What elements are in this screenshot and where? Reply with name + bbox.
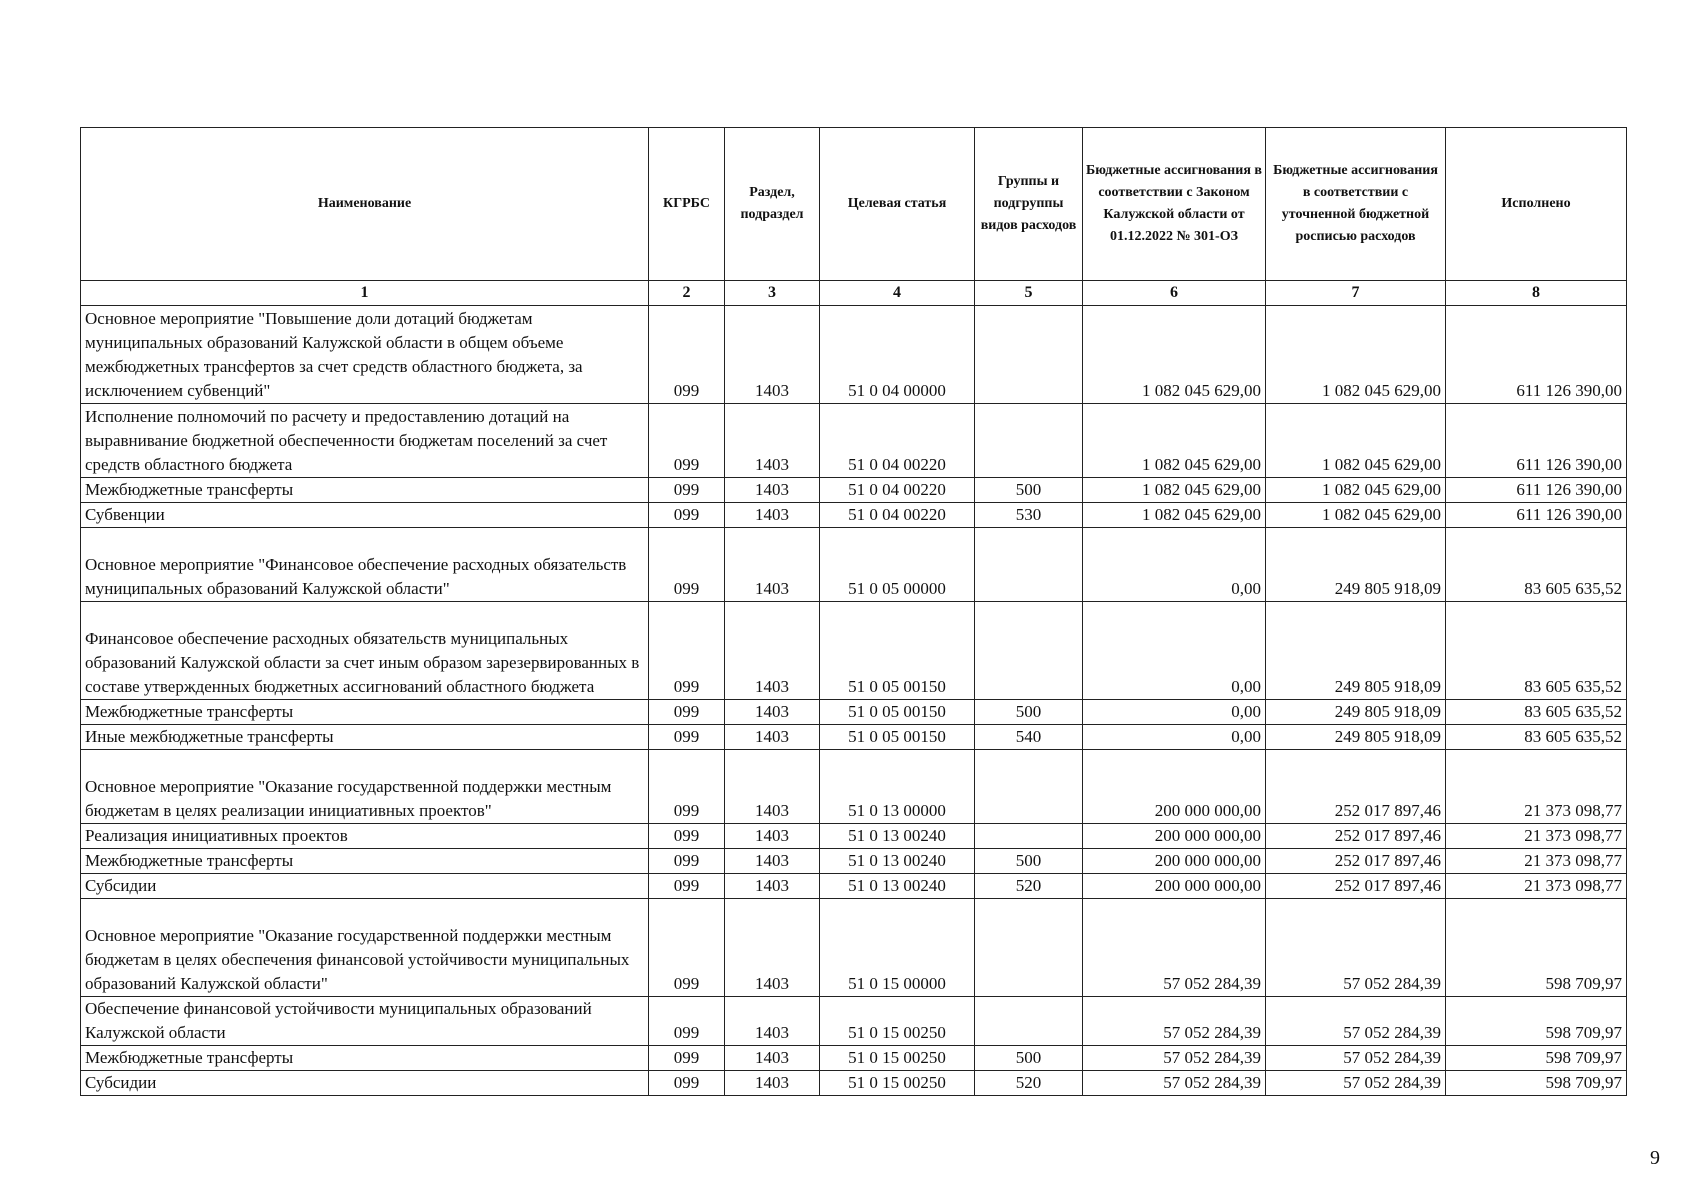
row-expense-group <box>975 528 1083 602</box>
row-expense-group: 530 <box>975 503 1083 528</box>
column-number-row <box>81 281 1627 306</box>
row-section: 1403 <box>725 750 820 824</box>
row-section: 1403 <box>725 725 820 750</box>
row-law-allocation: 57 052 284,39 <box>1083 1046 1266 1071</box>
row-plan-allocation: 57 052 284,39 <box>1266 997 1446 1046</box>
row-kgrbs: 099 <box>649 602 725 700</box>
row-expense-group: 500 <box>975 849 1083 874</box>
row-kgrbs: 099 <box>649 1071 725 1096</box>
row-name: Субсидии <box>81 874 649 899</box>
header-kgrbs: КГРБС <box>649 128 725 281</box>
row-name: Финансовое обеспечение расходных обязательств муниципальных образований Калужской области за счет иным образом зарезервированных в составе утвержденных бюджетных ассигнований областного бюджета <box>81 602 649 700</box>
row-law-allocation: 200 000 000,00 <box>1083 849 1266 874</box>
row-name: Межбюджетные трансферты <box>81 1046 649 1071</box>
row-target-article: 51 0 15 00250 <box>820 997 975 1046</box>
header-executed: Исполнено <box>1446 128 1627 281</box>
row-expense-group: 500 <box>975 700 1083 725</box>
row-section: 1403 <box>725 997 820 1046</box>
table-row <box>81 1046 1627 1071</box>
row-kgrbs: 099 <box>649 750 725 824</box>
row-target-article: 51 0 05 00150 <box>820 602 975 700</box>
row-section: 1403 <box>725 700 820 725</box>
row-executed: 83 605 635,52 <box>1446 725 1627 750</box>
row-plan-allocation: 249 805 918,09 <box>1266 725 1446 750</box>
row-executed: 21 373 098,77 <box>1446 750 1627 824</box>
table-row <box>81 899 1627 997</box>
row-name: Исполнение полномочий по расчету и предоставлению дотаций на выравнивание бюджетной обеспеченности бюджетам поселений за счет средств областного бюджета <box>81 404 649 478</box>
row-law-allocation: 0,00 <box>1083 602 1266 700</box>
row-target-article: 51 0 04 00220 <box>820 503 975 528</box>
row-executed: 83 605 635,52 <box>1446 602 1627 700</box>
row-expense-group: 520 <box>975 1071 1083 1096</box>
row-section: 1403 <box>725 602 820 700</box>
row-plan-allocation: 252 017 897,46 <box>1266 750 1446 824</box>
row-executed: 598 709,97 <box>1446 899 1627 997</box>
row-name: Межбюджетные трансферты <box>81 849 649 874</box>
row-name: Субвенции <box>81 503 649 528</box>
row-law-allocation: 1 082 045 629,00 <box>1083 503 1266 528</box>
row-executed: 611 126 390,00 <box>1446 478 1627 503</box>
row-plan-allocation: 1 082 045 629,00 <box>1266 503 1446 528</box>
row-executed: 83 605 635,52 <box>1446 700 1627 725</box>
row-law-allocation: 200 000 000,00 <box>1083 824 1266 849</box>
row-plan-allocation: 57 052 284,39 <box>1266 899 1446 997</box>
row-target-article: 51 0 13 00240 <box>820 849 975 874</box>
row-name: Основное мероприятие "Финансовое обеспечение расходных обязательств муниципальных образований Калужской области" <box>81 528 649 602</box>
row-target-article: 51 0 15 00250 <box>820 1071 975 1096</box>
row-law-allocation: 57 052 284,39 <box>1083 1071 1266 1096</box>
table-row <box>81 478 1627 503</box>
row-expense-group <box>975 306 1083 404</box>
row-target-article: 51 0 05 00150 <box>820 700 975 725</box>
table-row <box>81 849 1627 874</box>
column-number: 3 <box>725 281 820 306</box>
row-name: Межбюджетные трансферты <box>81 700 649 725</box>
row-plan-allocation: 57 052 284,39 <box>1266 1071 1446 1096</box>
row-plan-allocation: 249 805 918,09 <box>1266 528 1446 602</box>
table-row <box>81 874 1627 899</box>
row-name: Основное мероприятие "Оказание государственной поддержки местным бюджетам в целях обеспечения финансовой устойчивости муниципальных образований Калужской области" <box>81 899 649 997</box>
table-row <box>81 725 1627 750</box>
row-law-allocation: 1 082 045 629,00 <box>1083 404 1266 478</box>
row-law-allocation: 0,00 <box>1083 700 1266 725</box>
row-name: Основное мероприятие "Оказание государственной поддержки местным бюджетам в целях реализации инициативных проектов" <box>81 750 649 824</box>
row-section: 1403 <box>725 874 820 899</box>
row-target-article: 51 0 04 00000 <box>820 306 975 404</box>
header-law-allocations: Бюджетные ассигнования в соответствии с Законом Калужской области от 01.12.2022 № 301-ОЗ <box>1083 128 1266 281</box>
table-row <box>81 528 1627 602</box>
row-section: 1403 <box>725 478 820 503</box>
column-number: 8 <box>1446 281 1627 306</box>
row-plan-allocation: 252 017 897,46 <box>1266 849 1446 874</box>
row-executed: 611 126 390,00 <box>1446 503 1627 528</box>
row-kgrbs: 099 <box>649 306 725 404</box>
row-section: 1403 <box>725 824 820 849</box>
header-section: Раздел, подраздел <box>725 128 820 281</box>
row-target-article: 51 0 15 00000 <box>820 899 975 997</box>
table-row <box>81 503 1627 528</box>
row-section: 1403 <box>725 404 820 478</box>
row-section: 1403 <box>725 1071 820 1096</box>
column-number: 5 <box>975 281 1083 306</box>
row-kgrbs: 099 <box>649 725 725 750</box>
row-executed: 598 709,97 <box>1446 997 1627 1046</box>
row-kgrbs: 099 <box>649 503 725 528</box>
row-law-allocation: 1 082 045 629,00 <box>1083 478 1266 503</box>
row-expense-group <box>975 824 1083 849</box>
row-name: Основное мероприятие "Повышение доли дотаций бюджетам муниципальных образований Калужской области в общем объеме межбюджетных трансфертов за счет средств областного бюджета, за исключением субвенций" <box>81 306 649 404</box>
row-plan-allocation: 249 805 918,09 <box>1266 602 1446 700</box>
row-name: Обеспечение финансовой устойчивости муниципальных образований Калужской области <box>81 997 649 1046</box>
row-executed: 611 126 390,00 <box>1446 404 1627 478</box>
row-kgrbs: 099 <box>649 997 725 1046</box>
row-expense-group <box>975 404 1083 478</box>
table-row <box>81 997 1627 1046</box>
row-expense-group: 500 <box>975 1046 1083 1071</box>
budget-execution-table <box>80 127 1627 1096</box>
row-plan-allocation: 252 017 897,46 <box>1266 824 1446 849</box>
row-executed: 21 373 098,77 <box>1446 824 1627 849</box>
row-executed: 598 709,97 <box>1446 1046 1627 1071</box>
table-row <box>81 404 1627 478</box>
row-target-article: 51 0 05 00150 <box>820 725 975 750</box>
header-expense-group: Группы и подгруппы видов расходов <box>975 128 1083 281</box>
row-law-allocation: 57 052 284,39 <box>1083 997 1266 1046</box>
row-law-allocation: 1 082 045 629,00 <box>1083 306 1266 404</box>
row-expense-group: 540 <box>975 725 1083 750</box>
row-expense-group <box>975 750 1083 824</box>
column-number: 4 <box>820 281 975 306</box>
row-section: 1403 <box>725 306 820 404</box>
row-kgrbs: 099 <box>649 528 725 602</box>
row-plan-allocation: 252 017 897,46 <box>1266 874 1446 899</box>
row-executed: 611 126 390,00 <box>1446 306 1627 404</box>
row-section: 1403 <box>725 1046 820 1071</box>
header-name: Наименование <box>81 128 649 281</box>
row-executed: 21 373 098,77 <box>1446 874 1627 899</box>
column-number: 6 <box>1083 281 1266 306</box>
row-law-allocation: 0,00 <box>1083 725 1266 750</box>
row-name: Иные межбюджетные трансферты <box>81 725 649 750</box>
column-number: 2 <box>649 281 725 306</box>
row-plan-allocation: 1 082 045 629,00 <box>1266 478 1446 503</box>
row-law-allocation: 57 052 284,39 <box>1083 899 1266 997</box>
row-target-article: 51 0 04 00220 <box>820 404 975 478</box>
row-expense-group <box>975 602 1083 700</box>
row-expense-group: 520 <box>975 874 1083 899</box>
row-name: Межбюджетные трансферты <box>81 478 649 503</box>
header-row <box>81 128 1627 281</box>
row-kgrbs: 099 <box>649 478 725 503</box>
table-row <box>81 306 1627 404</box>
row-kgrbs: 099 <box>649 849 725 874</box>
row-executed: 598 709,97 <box>1446 1071 1627 1096</box>
row-kgrbs: 099 <box>649 404 725 478</box>
row-plan-allocation: 57 052 284,39 <box>1266 1046 1446 1071</box>
row-target-article: 51 0 13 00000 <box>820 750 975 824</box>
header-target-article: Целевая статья <box>820 128 975 281</box>
column-number: 1 <box>81 281 649 306</box>
table-body <box>81 306 1627 1096</box>
row-section: 1403 <box>725 849 820 874</box>
table-row <box>81 602 1627 700</box>
row-law-allocation: 200 000 000,00 <box>1083 750 1266 824</box>
column-number: 7 <box>1266 281 1446 306</box>
row-kgrbs: 099 <box>649 899 725 997</box>
row-kgrbs: 099 <box>649 700 725 725</box>
row-target-article: 51 0 04 00220 <box>820 478 975 503</box>
row-law-allocation: 0,00 <box>1083 528 1266 602</box>
row-expense-group <box>975 899 1083 997</box>
row-target-article: 51 0 05 00000 <box>820 528 975 602</box>
row-target-article: 51 0 15 00250 <box>820 1046 975 1071</box>
table-row <box>81 1071 1627 1096</box>
table-row <box>81 750 1627 824</box>
page-number: 9 <box>1650 1147 1660 1169</box>
row-executed: 83 605 635,52 <box>1446 528 1627 602</box>
row-plan-allocation: 1 082 045 629,00 <box>1266 404 1446 478</box>
row-kgrbs: 099 <box>649 824 725 849</box>
row-section: 1403 <box>725 528 820 602</box>
row-target-article: 51 0 13 00240 <box>820 824 975 849</box>
row-name: Субсидии <box>81 1071 649 1096</box>
row-kgrbs: 099 <box>649 1046 725 1071</box>
table-row <box>81 824 1627 849</box>
row-law-allocation: 200 000 000,00 <box>1083 874 1266 899</box>
table-row <box>81 700 1627 725</box>
row-name: Реализация инициативных проектов <box>81 824 649 849</box>
row-plan-allocation: 1 082 045 629,00 <box>1266 306 1446 404</box>
row-section: 1403 <box>725 503 820 528</box>
row-section: 1403 <box>725 899 820 997</box>
row-target-article: 51 0 13 00240 <box>820 874 975 899</box>
row-kgrbs: 099 <box>649 874 725 899</box>
header-plan-allocations: Бюджетные ассигнования в соответствии с уточненной бюджетной росписью расходов <box>1266 128 1446 281</box>
row-plan-allocation: 249 805 918,09 <box>1266 700 1446 725</box>
row-executed: 21 373 098,77 <box>1446 849 1627 874</box>
row-expense-group <box>975 997 1083 1046</box>
row-expense-group: 500 <box>975 478 1083 503</box>
